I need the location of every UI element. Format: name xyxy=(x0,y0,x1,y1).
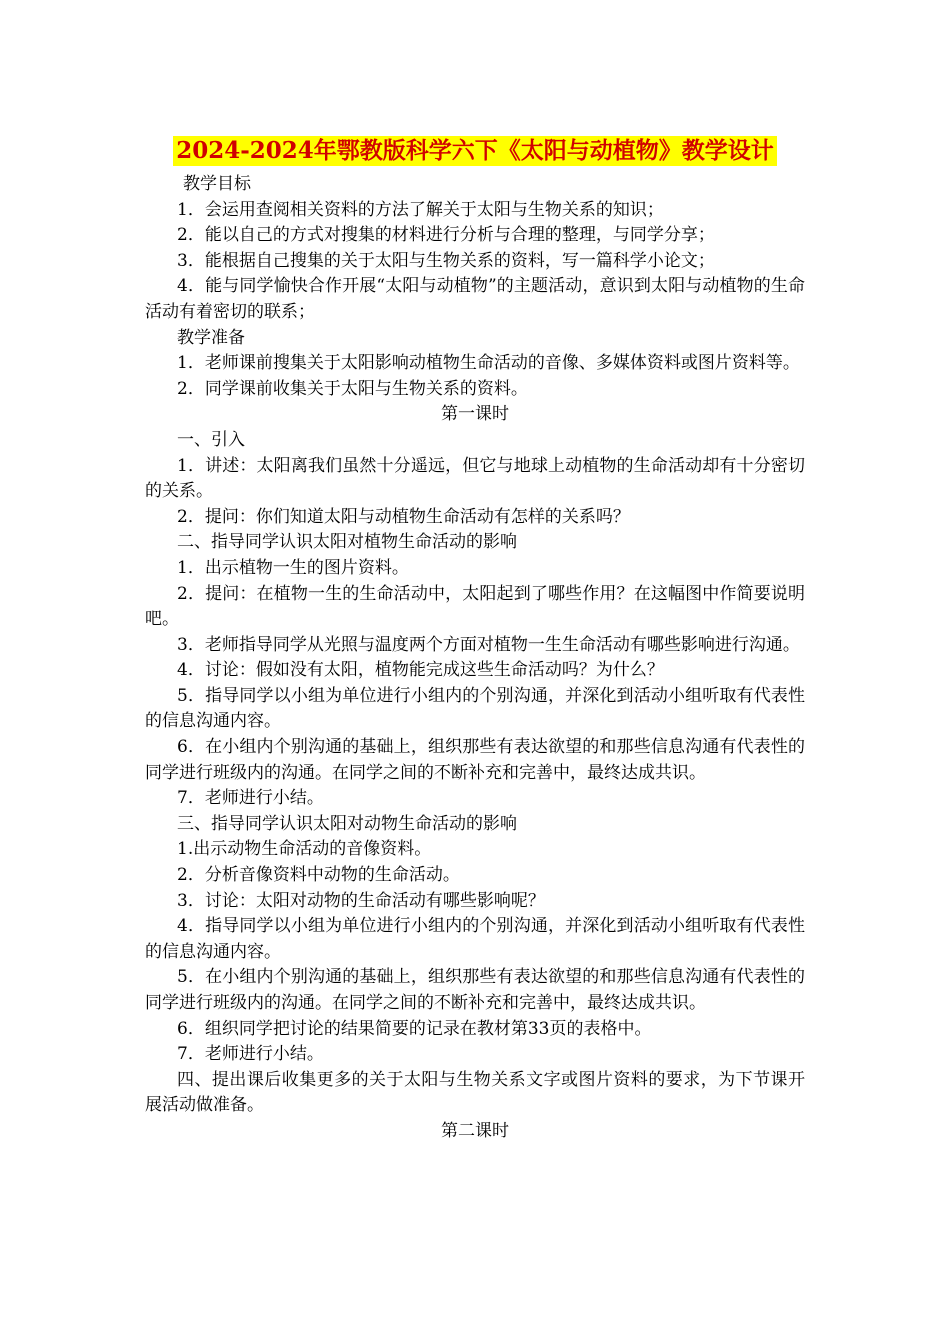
section-heading: 第二课时 xyxy=(441,1120,509,1141)
paragraph: 2．分析音像资料中动物的生命活动。 xyxy=(177,865,460,886)
document-body xyxy=(145,172,805,1145)
paragraph: 2．同学课前收集关于太阳与生物关系的资料。 xyxy=(177,378,528,399)
paragraph: 一、引入 xyxy=(177,429,245,450)
document-title: 2024-2024年鄂教版科学六下《太阳与动植物》教学设计 xyxy=(173,136,777,166)
paragraph: 1．会运用查阅相关资料的方法了解关于太阳与生物关系的知识； xyxy=(177,199,664,220)
paragraph: 4．指导同学以小组为单位进行小组内的个别沟通，并深化到活动小组听取有代表性的信息沟通内容。 xyxy=(145,916,805,962)
paragraph: 1．讲述：太阳离我们虽然十分遥远，但它与地球上动植物的生命活动却有十分密切的关系。 xyxy=(145,455,805,502)
title-container xyxy=(0,136,950,166)
paragraph: 3．讨论：太阳对动物的生命活动有哪些影响呢？ xyxy=(177,890,545,911)
paragraph: 5．指导同学以小组为单位进行小组内的个别沟通，并深化到活动小组听取有代表性的信息沟通内容。 xyxy=(145,685,805,732)
paragraph: 四、提出课后收集更多的关于太阳与生物关系文字或图片资料的要求，为下节课开展活动做准备。 xyxy=(145,1069,805,1116)
section-heading: 第一课时 xyxy=(441,404,509,425)
paragraph: 三、指导同学认识太阳对动物生命活动的影响 xyxy=(177,813,517,834)
paragraph: 5．在小组内个别沟通的基础上，组织那些有表达欲望的和那些信息沟通有代表性的同学进行班级内的沟通。在同学之间的不断补充和完善中，最终达成共识。 xyxy=(145,967,805,1013)
paragraph: 1.出示动物生命活动的音像资料。 xyxy=(177,839,432,860)
paragraph: 3．能根据自己搜集的关于太阳与生物关系的资料，写一篇科学小论文； xyxy=(177,250,715,271)
paragraph: 3．老师指导同学从光照与温度两个方面对植物一生生命活动有哪些影响进行沟通。 xyxy=(177,634,800,655)
paragraph: 二、指导同学认识太阳对植物生命活动的影响 xyxy=(177,532,517,553)
paragraph: 1．老师课前搜集关于太阳影响动植物生命活动的音像、多媒体资料或图片资料等。 xyxy=(177,353,800,374)
paragraph: 6．组织同学把讨论的结果简要的记录在教材第33页的表格中。 xyxy=(177,1018,652,1039)
paragraph: 教学准备 xyxy=(177,327,245,348)
paragraph: 7．老师进行小结。 xyxy=(177,1044,324,1065)
paragraph: 2．提问：在植物一生的生命活动中，太阳起到了哪些作用？在这幅图中作简要说明吧。 xyxy=(145,583,805,630)
paragraph: 4．讨论：假如没有太阳，植物能完成这些生命活动吗？为什么？ xyxy=(177,660,664,681)
paragraph: 教学目标 xyxy=(183,174,251,194)
paragraph: 6．在小组内个别沟通的基础上，组织那些有表达欲望的和那些信息沟通有代表性的同学进行班级内的沟通。在同学之间的不断补充和完善中，最终达成共识。 xyxy=(145,737,805,783)
paragraph: 2．提问：你们知道太阳与动植物生命活动有怎样的关系吗？ xyxy=(177,506,630,527)
paragraph: 2．能以自己的方式对搜集的材料进行分析与合理的整理，与同学分享； xyxy=(177,225,715,246)
paragraph: 7．老师进行小结。 xyxy=(177,788,324,809)
paragraph: 4．能与同学愉快合作开展“太阳与动植物”的主题活动，意识到太阳与动植物的生命活动有着密切的联系； xyxy=(145,276,805,322)
paragraph: 1．出示植物一生的图片资料。 xyxy=(177,557,409,578)
